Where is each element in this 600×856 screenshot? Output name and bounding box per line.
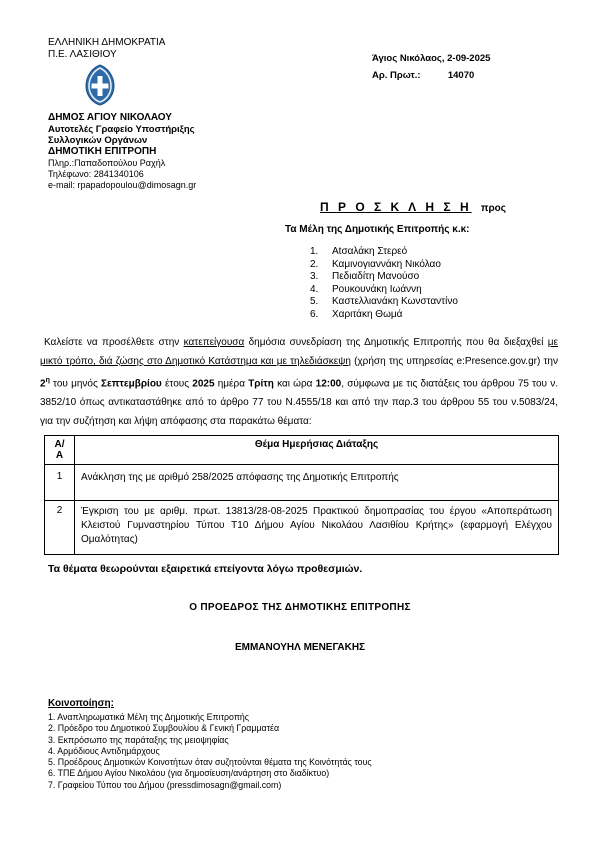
protocol-label: Αρ. Πρωτ.: bbox=[372, 70, 421, 81]
member-item: 5. Καστελλιανάκη Κωνσταντίνο bbox=[310, 296, 458, 308]
signature-title: Ο ΠΡΟΕΔΡΟΣ ΤΗΣ ΔΗΜΟΤΙΚΗΣ ΕΠΙΤΡΟΠΗΣ bbox=[189, 602, 411, 613]
meeting-weekday: Τρίτη bbox=[248, 378, 274, 390]
table-row bbox=[45, 465, 559, 501]
list-item: 7. Γραφείου Τύπου του Δήμου (pressdimosagn@gmail.com) bbox=[48, 779, 282, 790]
member-item: 4. Ρουκουνάκη Ιωάννη bbox=[310, 283, 422, 295]
sender-header bbox=[48, 37, 165, 61]
agenda-item-text: Ανάκληση της με αριθμό 258/2025 απόφασης της Δημοτικής Επιτροπής bbox=[75, 465, 559, 501]
meeting-time: 12:00 bbox=[315, 378, 342, 390]
committee-name: ΔΗΜΟΤΙΚΗ ΕΠΙΤΡΟΠΗ bbox=[48, 146, 157, 157]
signature-name: ΕΜΜΑΝΟΥΗΛ ΜΕΝΕΓΑΚΗΣ bbox=[234, 642, 366, 653]
list-item: 6. ΤΠΕ Δήμου Αγίου Νικολάου (για δημοσίευση/ανάρτηση στο διαδίκτυο) bbox=[48, 768, 330, 779]
place-date: Άγιος Νικόλαος, 2-09-2025 bbox=[372, 53, 491, 64]
protocol-line bbox=[372, 70, 490, 81]
agenda-header-row bbox=[45, 436, 559, 465]
distribution-list bbox=[48, 712, 372, 791]
office-block bbox=[48, 112, 196, 191]
meeting-mode: με μικτό τρόπο, διά ζώσης στο Δημοτικό Κατάστημα και με τηλεδιάσκεψη bbox=[40, 337, 559, 367]
list-item: 3. Εκπρόσωπο της παράταξης της μειοψηφίας bbox=[48, 734, 229, 745]
agenda-item-number: 1 bbox=[45, 465, 75, 501]
urgent-note: Τα θέματα θεωρούνται εξαιρετικά επείγοντα λόγω προθεσμιών. bbox=[48, 563, 363, 575]
list-item: 5. Προέδρους Δημοτικών Κοινοτήτων όταν συζητούνται θέματα της Κοινότητάς τους bbox=[48, 757, 372, 768]
protocol-number: 14070 bbox=[447, 70, 475, 81]
member-item: 3. Πεδιαδίτη Μανούσο bbox=[310, 271, 420, 283]
region-name: Π.Ε. ΛΑΣΙΘΙΟΥ bbox=[48, 49, 117, 60]
distribution-block bbox=[48, 698, 372, 791]
country-name: ΕΛΛΗΝΙΚΗ ΔΗΜΟΚΡΑΤΙΑ bbox=[48, 37, 166, 48]
urgent-word: κατεπείγουσα bbox=[183, 337, 245, 348]
recipients-heading: Τα Μέλη της Δημοτικής Επιτροπής κ.κ: bbox=[285, 224, 470, 235]
invitation-title: Π Ρ Ο Σ Κ Λ Η Σ Η bbox=[320, 200, 472, 214]
member-item: 6. Χαριτάκη Θωμά bbox=[310, 308, 403, 320]
agenda-table bbox=[44, 435, 559, 555]
meeting-day: 2 bbox=[40, 378, 46, 390]
contact-person: Πληρ.:Παπαδοπούλου Ραχήλ bbox=[48, 158, 166, 168]
member-item: 1. Αtσαλάκη Στερεό bbox=[310, 246, 408, 257]
agenda-item-text: Έγκριση του με αριθμ. πρωτ. 13813/28-08-2025 Πρακτικού δημοπρασίας του έργου «Αποπεράτωση Κλειστού Γυμναστηρίου Τύπου Τ10 Δήμου Αγίου Νικολάου Λασιθίου Κρήτης» (εφαρμογή Ελέγχου Ομαλότητας) bbox=[75, 501, 559, 555]
office-line-1: Αυτοτελές Γραφείο Υποστήριξης bbox=[48, 124, 195, 135]
greek-emblem-icon bbox=[83, 64, 117, 106]
municipality-name: ΔΗΜΟΣ ΑΓΙΟΥ ΝΙΚΟΛΑΟΥ bbox=[48, 112, 172, 123]
office-line-2: Συλλογικών Οργάνων bbox=[48, 135, 148, 146]
invitation-to: προς bbox=[480, 203, 506, 214]
list-item: 4. Αρμόδιους Αντιδημάρχους bbox=[48, 745, 160, 756]
col-number-header: Α/Α bbox=[45, 436, 75, 465]
list-item: 1. Αναπληρωματικά Μέλη της Δημοτικής Επιτροπής bbox=[48, 712, 250, 722]
members-list bbox=[310, 246, 458, 322]
document-meta bbox=[372, 53, 490, 81]
contact-email: e-mail: rpapadopoulou@dimosagn.gr bbox=[48, 180, 197, 190]
col-topic-header: Θέμα Ημερήσιας Διάταξης bbox=[75, 436, 559, 465]
meeting-year: 2025 bbox=[192, 378, 215, 390]
member-item: 2. Καμινογιαννάκη Νικόλαο bbox=[310, 258, 441, 270]
invitation-body: Καλείστε να προσέλθετε στην κατεπείγουσα δημόσια συνεδρίαση της Δημοτικής Επιτροπής που θα διεξαχθεί με μικτό τρόπο, διά ζώσης στο Δημοτικό Κατάστημα και με τηλεδιάσκεψη (χρήση της υπηρεσίας e:Presence.gov.gr) την $2^\eta$ του μηνός Σεπτεμβρίου έτους 2025 ημέρα Τρίτη και ώρα 12:00, σύμφωνα με τις διατάξεις του άρθρου 75 του ν. 3852/10 όπως αντικαταστάθηκε από το άρθρο 77 του Ν.4555/18 και από την παρ.3 του άρθρου 55 του ν.5083/24, για την συζήτηση και λήψη απόφασης στα παρακάτω θέματα: bbox=[40, 337, 559, 428]
contact-phone: Τηλέφωνο: 2841340106 bbox=[48, 169, 144, 179]
agenda-item-number: 2 bbox=[45, 501, 75, 555]
distribution-heading: Κοινοποίηση: bbox=[48, 698, 114, 709]
table-row bbox=[45, 501, 559, 555]
list-item: 2. Πρόεδρο του Δημοτικού Συμβουλίου & Γενική Γραμματέα bbox=[48, 723, 280, 734]
invitation-title-line bbox=[320, 200, 506, 214]
meeting-month: Σεπτεμβρίου bbox=[101, 378, 162, 390]
